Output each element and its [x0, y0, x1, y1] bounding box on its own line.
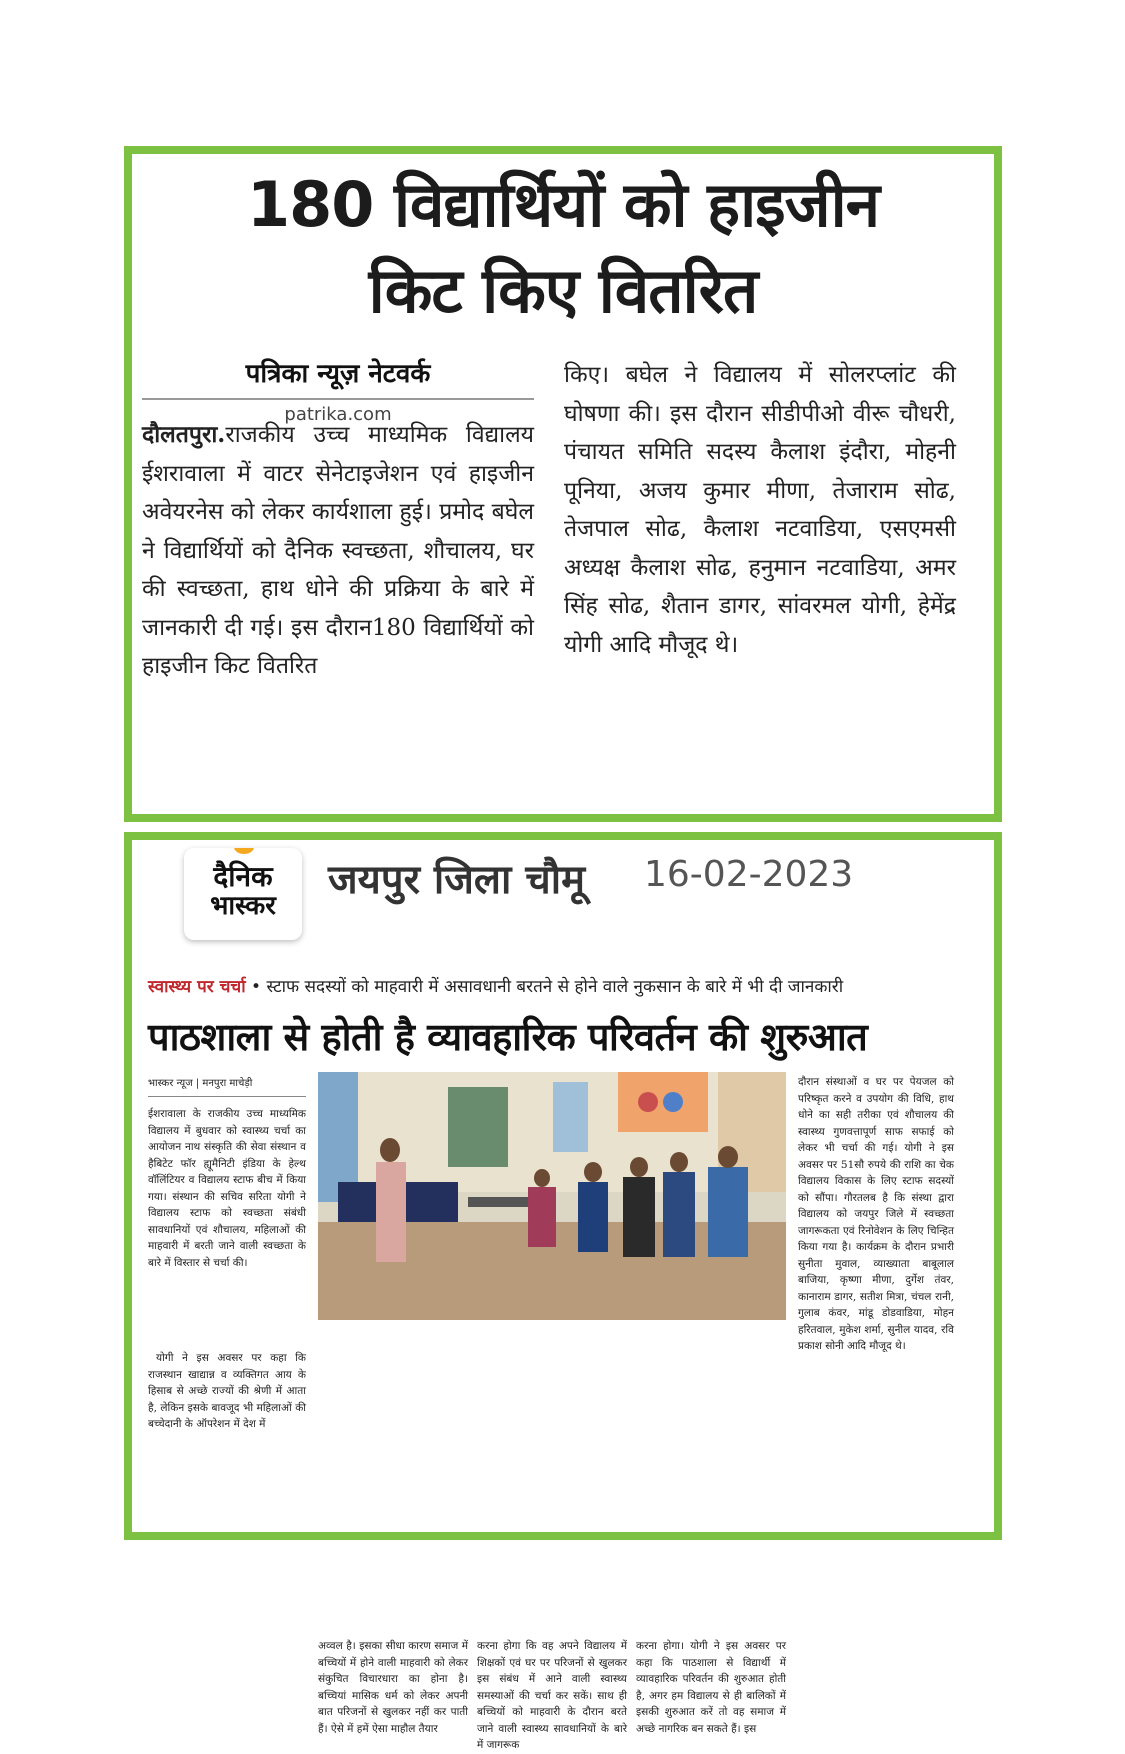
- bhaskar-clipping: [124, 832, 1002, 1751]
- logo-line-2: भास्कर: [210, 891, 276, 921]
- bhaskar-col1-para1: ईशरावाला के राजकीय उच्च माध्यमिक विद्यालय में बुधवार को स्वास्थ्य चर्चा का आयोजन नाथ संस्कृति की सेवा संस्थान व हैबिटेट फॉर ह्यूमैनिटी इंडिया के हेल्थ वॉलिंटियर व विद्यालय स्टाफ बीच में किया गया। संस्थान की सचिव सरिता योगी ने विद्यालय स्टाफ को स्वच्छता संबंधी सावधानियों एवं शौचालय, महिलाओं की माहवारी में बरती जाने वाली स्वच्छता के बारे में विस्तार से चर्चा की।: [148, 1108, 306, 1269]
- patrika-headline: [152, 162, 974, 334]
- bhaskar-bottom-col-2: करना होगा कि वह अपने विद्यालय में शिक्षकों एवं घर पर परिजनों से खुलकर इस संबंध में आने वाली स्वास्थ्य समस्याओं की चर्चा कर सकें। साथ ही बच्चियों को माहवारी के दौरान बरते जाने वाली स्वास्थ्य सावधानियों के बारे में जागरूक: [477, 1640, 627, 1751]
- logo-sun-icon: [234, 848, 254, 854]
- patrika-clipping: [124, 146, 1002, 822]
- patrika-column-2: किए। बघेल ने विद्यालय में सोलरप्लांट की घोषणा की। इस दौरान सीडीपीओ वीरू चौधरी, पंचायत समिति सदस्य कैलाश इंदौरा, मोहनी पूनिया, अजय कुमार मीणा, तेजाराम सोढ, तेजपाल सोढ, कैलाश नटवाडिया, एसएमसी अध्यक्ष कैलाश सोढ, हनुमान नटवाडिया, अमर सिंह सोढ, शैतान डागर, सांवरमल योगी, हेमेंद्र योगी आदि मौजूद थे।: [564, 362, 956, 658]
- edition-place: जयपुर जिला चौमू: [328, 857, 586, 903]
- patrika-byline: [142, 354, 534, 425]
- bhaskar-byline: भास्कर न्यूज | मनपुरा माचेड़ी: [148, 1076, 306, 1097]
- bhaskar-right-column: दौरान संस्थाओं व घर पर पेयजल को परिष्कृत करने व उपयोग की विधि, हाथ धोने का सही तरीका एवं शौचालय की स्वास्थ्य गुणवत्तापूर्ण साफ सफाई को लेकर भी चर्चा की गई। योगी ने इस अवसर पर 51सौ रुपये की राशि का चेक विद्यालय विकास के लिए स्टाफ सदस्यों को सौंपा। गौरतलब है कि संस्था द्वारा विद्यालय को जयपुर जिले में स्वच्छता जागरूकता एवं रिनोवेशन के लिए चिन्हित किया गया है। कार्यक्रम के दौरान प्रभारी सुनीता मुवाल, व्याख्याता बाबूलाल बाजिया, कृष्णा मीणा, दुर्गेश तंवर, कानाराम डागर, सतीश मित्रा, चंचल रानी, गुलाब कंवर, मांडू डोडवाडिया, मोहन हरितवाल, मुकेश शर्मा, सुनील यादव, रवि प्रकाश सोनी आदि मौजूद थे।: [798, 1076, 954, 1352]
- classroom-photo-illustration: [318, 1072, 786, 1320]
- logo-line-1: दैनिक: [213, 860, 273, 893]
- headline-line-2: किट किए वितरित: [368, 254, 758, 327]
- kicker-text: स्टाफ सदस्यों को माहवारी में असावधानी बरतने से होने वाले नुकसान के बारे में भी दी जानकारी: [266, 977, 844, 997]
- workshop-photo: [318, 1072, 786, 1320]
- headline-line-1: 180 विद्यार्थियों को हाइजीन: [246, 168, 880, 241]
- bhaskar-bottom-col-1: अव्वल है। इसका सीधा कारण समाज में बच्चियों में होने वाली माहवारी को लेकर संकुचित विचारधारा का होना है। बच्चियां मासिक धर्म को लेकर अपनी बात परिजनों से खुलकर नहीं कर पाती हैं। ऐसे में हमें ऐसा माहौल तैयार: [318, 1640, 468, 1735]
- website: patrika.com: [284, 404, 392, 425]
- bhaskar-col1-para2: योगी ने इस अवसर पर कहा कि राजस्थान खाद्यान्न व व्यक्तिगत आय के हिसाब से अच्छे राज्यों की श्रेणी में आता है, लेकिन इसके बावजूद भी महिलाओं की बच्चेदानी के ऑपरेशन में देश में: [148, 1352, 306, 1430]
- agency-name: पत्रिका न्यूज़ नेटवर्क: [245, 359, 431, 389]
- kicker-label: स्वास्थ्य पर चर्चा: [148, 977, 246, 997]
- bhaskar-bottom-col-3: करना होगा। योगी ने इस अवसर पर कहा कि पाठशाला से विद्यार्थी में व्यावहारिक परिवर्तन की शुरुआत होती है, अगर हम विद्यालय से ही बालिकों में इसकी शुरुआत करें तो वह समाज में अच्छे नागरिक बन सकते हैं। इस: [636, 1640, 786, 1735]
- edition-date: 16-02-2023: [644, 854, 854, 895]
- byline-rule: [142, 398, 534, 400]
- kicker-separator: •: [245, 977, 267, 997]
- bhaskar-logo: [184, 848, 302, 940]
- patrika-column-1: [142, 416, 534, 686]
- dateline: दौलतपुरा.: [142, 421, 226, 448]
- kicker: [148, 974, 978, 997]
- column-1-text: राजकीय उच्च माध्यमिक विद्यालय ईशरावाला में वाटर सेनेटाइजेशन एवं हाइजीन अवेयरनेस को लेकर कार्यशाला हुई। प्रमोद बघेल ने विद्यार्थियों को दैनिक स्वच्छता, शौचालय, घर की स्वच्छता, हाथ धोने की प्रक्रिया के बारे में जानकारी दी गई। इस दौरान180 विद्यार्थियों को हाइजीन किट वितरित: [142, 422, 534, 679]
- bhaskar-headline: पाठशाला से होती है व्यावहारिक परिवर्तन की शुरुआत: [148, 1015, 868, 1059]
